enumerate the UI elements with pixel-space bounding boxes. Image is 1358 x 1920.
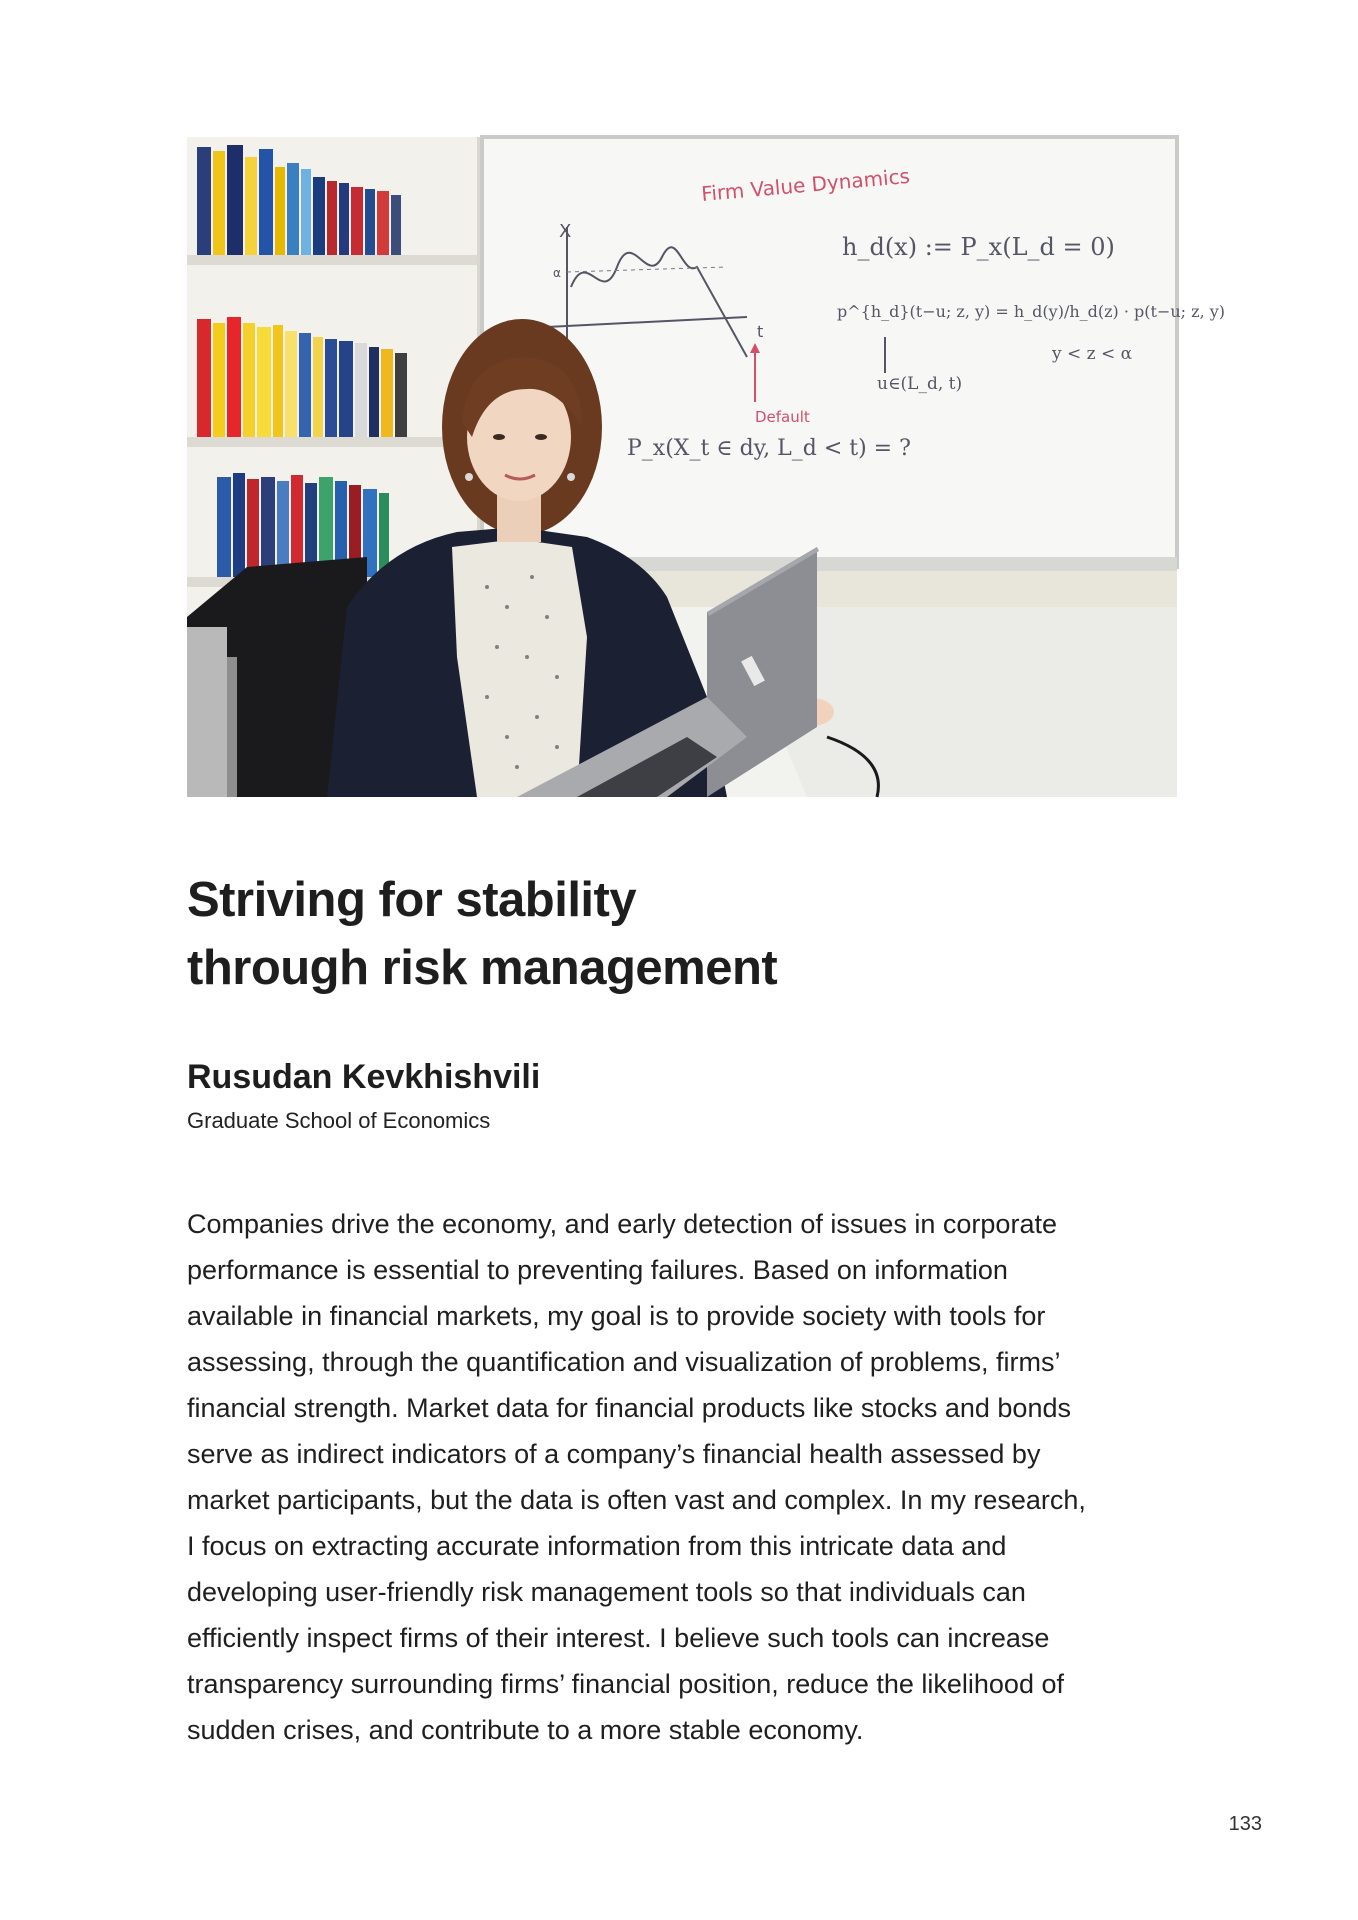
inequality: y < z < α xyxy=(1052,344,1133,364)
equation-1: h_d(x) := P_x(L_d = 0) xyxy=(842,233,1115,261)
question-equation: P_x(X_t ∈ dy, L_d < t) = ? xyxy=(627,436,911,461)
body-line: assessing, through the quantification and visualization of problems, firms’ xyxy=(187,1347,1061,1377)
whiteboard xyxy=(482,137,1225,571)
body-line: performance is essential to preventing failures. Based on information xyxy=(187,1255,1008,1285)
default-label: Default xyxy=(755,408,810,426)
author-name: Rusudan Kevkhishvili xyxy=(187,1058,541,1096)
article-body xyxy=(187,1201,1187,1753)
body-line: developing user-friendly risk management tools so that individuals can xyxy=(187,1577,1026,1607)
body-line: sudden crises, and contribute to a more stable economy. xyxy=(187,1715,864,1745)
body-line: efficiently inspect firms of their interest. I believe such tools can increase xyxy=(187,1623,1050,1653)
title-line-2: through risk management xyxy=(187,941,778,995)
alpha-label: α xyxy=(553,266,561,280)
body-line: transparency surrounding firms’ financial position, reduce the likelihood of xyxy=(187,1669,1064,1699)
u-label: u∈(L_d, t) xyxy=(877,374,963,394)
body-line: Companies drive the economy, and early detection of issues in corporate xyxy=(187,1209,1057,1239)
article-title xyxy=(187,866,1187,1002)
portrait-photo xyxy=(187,137,1226,797)
board-heading: Firm Value Dynamics xyxy=(700,163,911,206)
title-line-1: Striving for stability xyxy=(187,873,637,927)
page-number: 133 xyxy=(1228,1813,1262,1835)
body-line: market participants, but the data is often vast and complex. In my research, xyxy=(187,1485,1086,1515)
axis-x-label: X xyxy=(559,221,572,242)
body-line: available in financial markets, my goal is to provide society with tools for xyxy=(187,1301,1046,1331)
author-affiliation: Graduate School of Economics xyxy=(187,1108,491,1133)
body-line: I focus on extracting accurate information from this intricate data and xyxy=(187,1531,1007,1561)
axis-t-label: t xyxy=(757,322,764,341)
equation-2: p^{h_d}(t−u; z, y) = h_d(y)/h_d(z) · p(t−u; z, y) xyxy=(837,302,1226,321)
body-line: serve as indirect indicators of a company’s financial health assessed by xyxy=(187,1439,1041,1469)
body-line: financial strength. Market data for financial products like stocks and bonds xyxy=(187,1393,1071,1423)
